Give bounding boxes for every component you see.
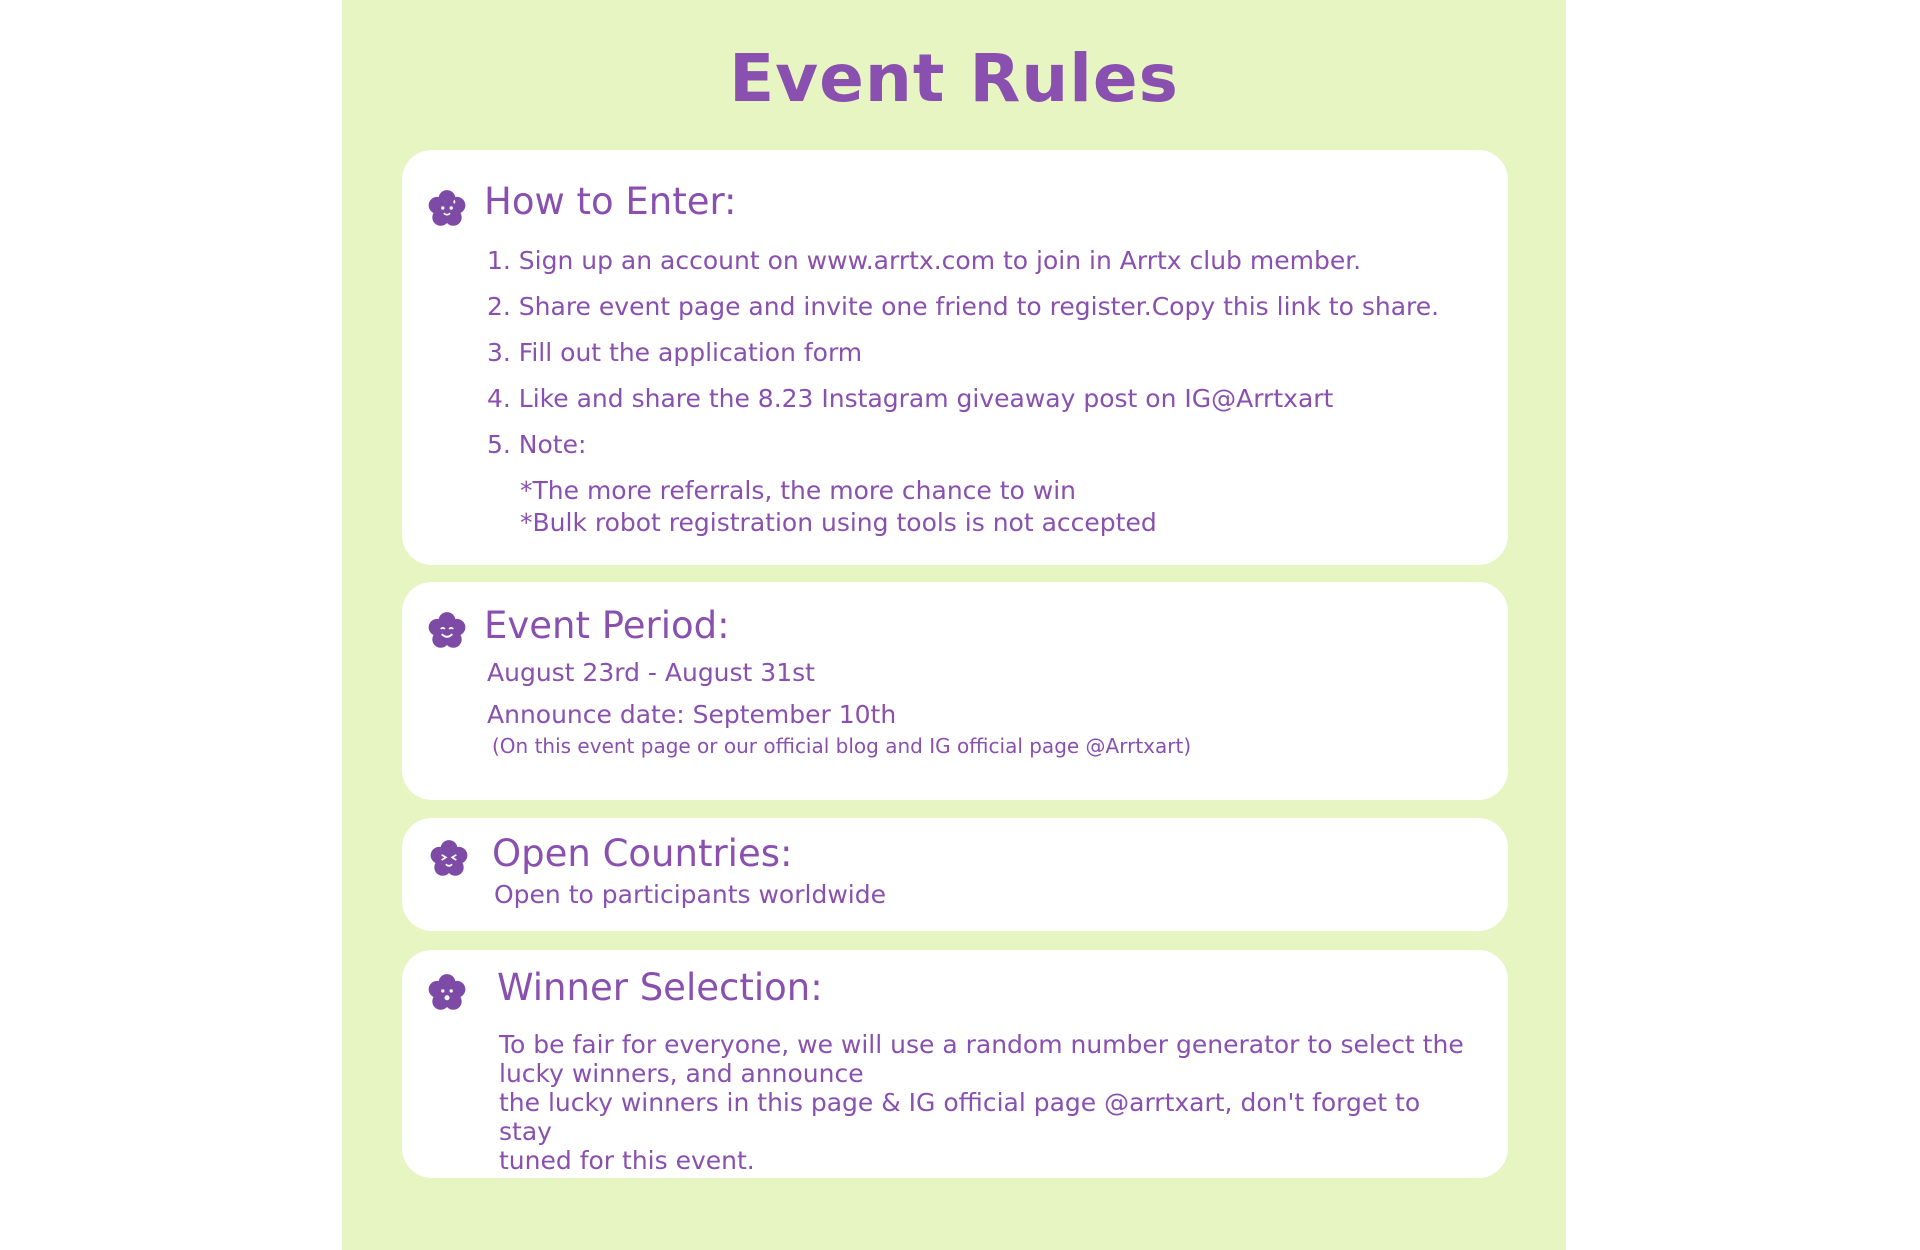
- enter-step-5: 5. Note:: [487, 430, 587, 459]
- event-period-dates: August 23rd - August 31st: [487, 658, 815, 687]
- enter-step-1: 1. Sign up an account on www.arrtx.com to join in Arrtx club member.: [487, 246, 1362, 275]
- event-rules-poster: [342, 0, 1566, 1250]
- how-to-enter-card: [402, 150, 1508, 565]
- flower-blush-icon: [426, 972, 468, 1014]
- flower-wink-icon: [428, 838, 470, 880]
- enter-step-3: 3. Fill out the application form: [487, 338, 863, 367]
- open-countries-text: Open to participants worldwide: [494, 880, 886, 909]
- announce-note: (On this event page or our official blog and IG official page @Arrtxart): [492, 734, 1192, 758]
- page-title: Event Rules: [729, 40, 1179, 117]
- open-countries-card: [402, 818, 1508, 931]
- open-countries-heading: Open Countries:: [492, 832, 793, 875]
- flower-sweat-icon: [426, 188, 468, 230]
- event-period-heading: Event Period:: [484, 604, 730, 647]
- announce-date: Announce date: September 10th: [487, 700, 897, 729]
- winner-selection-heading: Winner Selection:: [497, 966, 823, 1009]
- flower-smile-icon: [426, 610, 468, 652]
- how-to-enter-heading: How to Enter:: [484, 180, 737, 223]
- event-period-card: [402, 582, 1508, 800]
- enter-note-2: *Bulk robot registration using tools is not accepted: [520, 508, 1157, 537]
- winner-selection-text: To be fair for everyone, we will use a random number generator to select the lucky winners, and announce the lucky winners in this page & IG official page @arrtxart, don't forget to stay tuned for this event.: [499, 1030, 1464, 1175]
- winner-selection-card: [402, 950, 1508, 1178]
- enter-step-4: 4. Like and share the 8.23 Instagram giveaway post on IG@Arrtxart: [487, 384, 1334, 413]
- enter-step-2: 2. Share event page and invite one friend to register.Copy this link to share.: [487, 292, 1440, 321]
- enter-note-1: *The more referrals, the more chance to win: [520, 476, 1077, 505]
